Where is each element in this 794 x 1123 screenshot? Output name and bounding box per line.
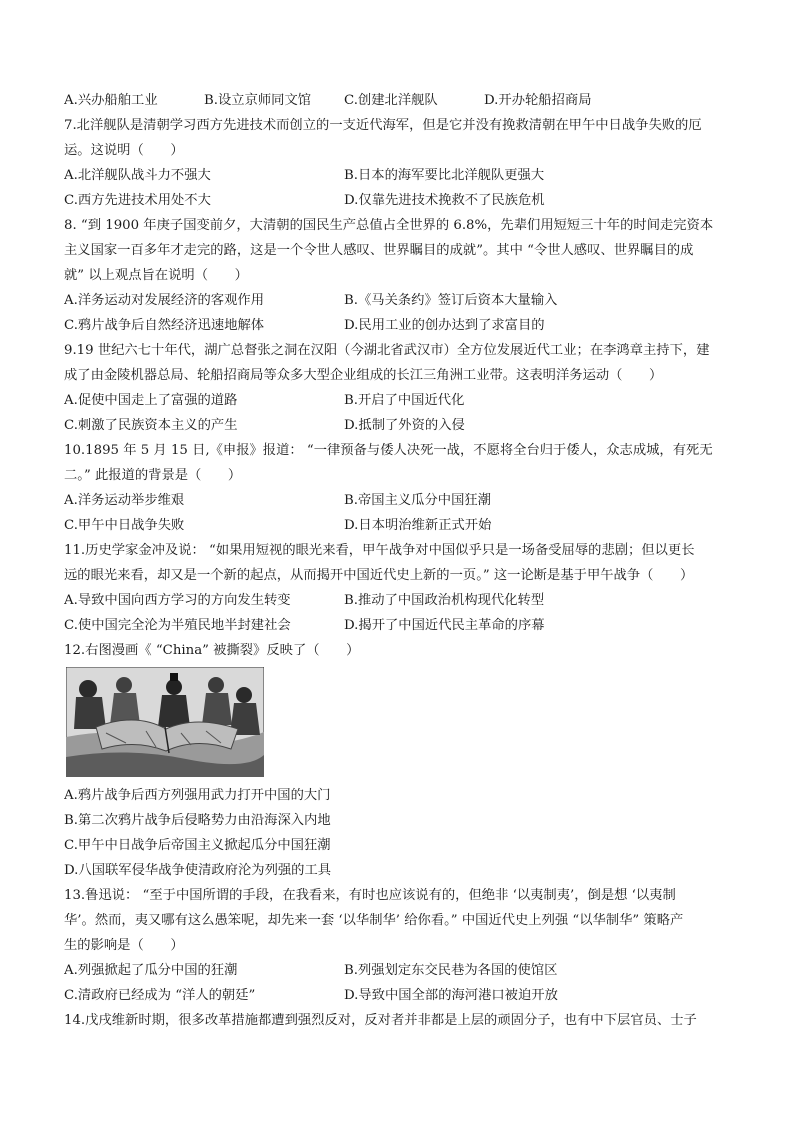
q12-option-b[interactable]: B.第二次鸦片战争后侵略势力由沿海深入内地 — [64, 813, 331, 828]
q11-stem-line-1: 11.历史学家金冲及说： “如果用短视的眼光来看，甲午战争对中国似乎只是一场备受屈辱的悲剧；但以更长 — [64, 543, 695, 558]
q10-options-row-2 — [64, 513, 736, 538]
q7-options-row-1 — [64, 163, 736, 188]
q13-stem-line-2: 华’。然而，夷又哪有这么愚笨呢，却先来一套 ‘以华制华’ 给你看。” 中国近代史上列强 “以华制华” 策略产 — [64, 913, 684, 928]
q6-option-a[interactable]: A.兴办船舶工业 — [64, 93, 158, 108]
q13-option-b[interactable]: B.列强划定东交民巷为各国的使馆区 — [344, 963, 558, 978]
q10-option-a[interactable]: A.洋务运动举步维艰 — [64, 493, 185, 508]
q7-options-row-2 — [64, 188, 736, 213]
q10-option-d[interactable]: D.日本明治维新正式开始 — [344, 518, 492, 533]
question-9 — [64, 338, 736, 438]
q6-option-b[interactable]: B.设立京师同文馆 — [204, 93, 312, 108]
q8-stem-line-2: 主义国家一百多年才走完的路，这是一个令世人感叹、世界瞩目的成就”。其中 “令世人感叹、世界瞩目的成 — [64, 243, 694, 258]
q11-option-b[interactable]: B.推动了中国政治机构现代化转型 — [344, 593, 545, 608]
question-14 — [64, 1008, 736, 1033]
q6-option-c[interactable]: C.创建北洋舰队 — [344, 93, 438, 108]
q11-stem-line-2: 远的眼光来看，却又是一个新的起点，从而揭开中国近代史上新的一页。” 这一论断是基于甲午战争（ ） — [64, 568, 694, 583]
q12-option-c[interactable]: C.甲午中日战争后帝国主义掀起瓜分中国狂潮 — [64, 838, 331, 853]
q8-options-row-2 — [64, 313, 736, 338]
q11-option-d[interactable]: D.揭开了中国近代民主革命的序幕 — [344, 618, 545, 633]
q12-stem-line-1: 12.右图漫画《 “China” 被撕裂》反映了（ ） — [64, 643, 360, 658]
q6-option-d[interactable]: D.开办轮船招商局 — [484, 93, 592, 108]
cartoon-china-torn-image — [66, 667, 264, 777]
q6-options — [64, 88, 736, 113]
q13-stem-line-3: 生的影响是（ ） — [64, 938, 184, 953]
q10-options-row-1 — [64, 488, 736, 513]
q9-options-row-2 — [64, 413, 736, 438]
q8-stem-line-3: 就” 以上观点旨在说明（ ） — [64, 268, 248, 283]
q8-options-row-1 — [64, 288, 736, 313]
q7-option-a[interactable]: A.北洋舰队战斗力不强大 — [64, 168, 211, 183]
q10-stem-line-2: 二。” 此报道的背景是（ ） — [64, 468, 242, 483]
q9-option-d[interactable]: D.抵制了外资的入侵 — [344, 418, 465, 433]
q9-stem-line-1: 9.19 世纪六七十年代，湖广总督张之洞在汉阳（今湖北省武汉市）全方位发展近代工业；在李鸿章主持下，建 — [64, 343, 710, 358]
q7-option-b[interactable]: B.日本的海军要比北洋舰队更强大 — [344, 168, 545, 183]
q7-stem-line-2: 运。这说明（ ） — [64, 143, 184, 158]
q11-option-c[interactable]: C.使中国完全沦为半殖民地半封建社会 — [64, 618, 291, 633]
q13-options-row-2 — [64, 983, 736, 1008]
q11-options-row-2 — [64, 613, 736, 638]
q8-option-c[interactable]: C.鸦片战争后自然经济迅速地解体 — [64, 318, 265, 333]
q9-options-row-1 — [64, 388, 736, 413]
question-11 — [64, 538, 736, 638]
q9-option-a[interactable]: A.促使中国走上了富强的道路 — [64, 393, 238, 408]
q7-stem-line-1: 7.北洋舰队是清朝学习西方先进技术而创立的一支近代海军，但是它并没有挽救清朝在甲午中日战争失败的厄 — [64, 118, 702, 133]
question-7 — [64, 113, 736, 213]
q9-stem-line-2: 成了由金陵机器总局、轮船招商局等众多大型企业组成的长江三角洲工业带。这表明洋务运动（ ） — [64, 368, 663, 383]
q13-option-d[interactable]: D.导致中国全部的海河港口被迫开放 — [344, 988, 558, 1003]
exam-page — [64, 88, 736, 1033]
q9-option-b[interactable]: B.开启了中国近代化 — [344, 393, 465, 408]
q11-option-a[interactable]: A.导致中国向西方学习的方向发生转变 — [64, 593, 291, 608]
q11-options-row-1 — [64, 588, 736, 613]
q12-option-a[interactable]: A.鸦片战争后西方列强用武力打开中国的大门 — [64, 788, 331, 803]
q14-stem-line-1: 14.戊戌维新时期，很多改革措施都遭到强烈反对，反对者并非都是上层的顽固分子，也有中下层官员、士子 — [64, 1013, 697, 1028]
q10-stem-line-1: 10.1895 年 5 月 15 日,《申报》报道： “一律预备与倭人决死一战，不愿将全台归于倭人，众志成城，有死无 — [64, 443, 713, 458]
q10-option-b[interactable]: B.帝国主义瓜分中国狂潮 — [344, 493, 491, 508]
q8-stem-line-1: 8. “到 1900 年庚子国变前夕，大清朝的国民生产总值占全世界的 6.8%，先辈们用短短三十年的时间走完资本 — [64, 218, 714, 233]
question-12 — [64, 638, 736, 883]
q13-option-c[interactable]: C.清政府已经成为 “洋人的朝廷” — [64, 988, 256, 1003]
q13-stem-line-1: 13.鲁迅说： “至于中国所谓的手段，在我看来，有时也应该说有的，但绝非 ‘以夷制夷’，倒是想 ‘以夷制 — [64, 888, 676, 903]
question-10 — [64, 438, 736, 538]
q8-option-b[interactable]: B.《马关条约》签订后资本大量输入 — [344, 293, 558, 308]
question-8 — [64, 213, 736, 338]
q13-option-a[interactable]: A.列强掀起了瓜分中国的狂潮 — [64, 963, 238, 978]
q12-option-d[interactable]: D.八国联军侵华战争使清政府沦为列强的工具 — [64, 863, 332, 878]
q9-option-c[interactable]: C.刺激了民族资本主义的产生 — [64, 418, 238, 433]
q7-option-c[interactable]: C.西方先进技术用处不大 — [64, 193, 211, 208]
q7-option-d[interactable]: D.仅靠先进技术挽救不了民族危机 — [344, 193, 545, 208]
q8-option-a[interactable]: A.洋务运动对发展经济的客观作用 — [64, 293, 264, 308]
q8-option-d[interactable]: D.民用工业的创办达到了求富目的 — [344, 318, 545, 333]
q10-option-c[interactable]: C.甲午中日战争失败 — [64, 518, 185, 533]
q13-options-row-1 — [64, 958, 736, 983]
question-13 — [64, 883, 736, 1008]
